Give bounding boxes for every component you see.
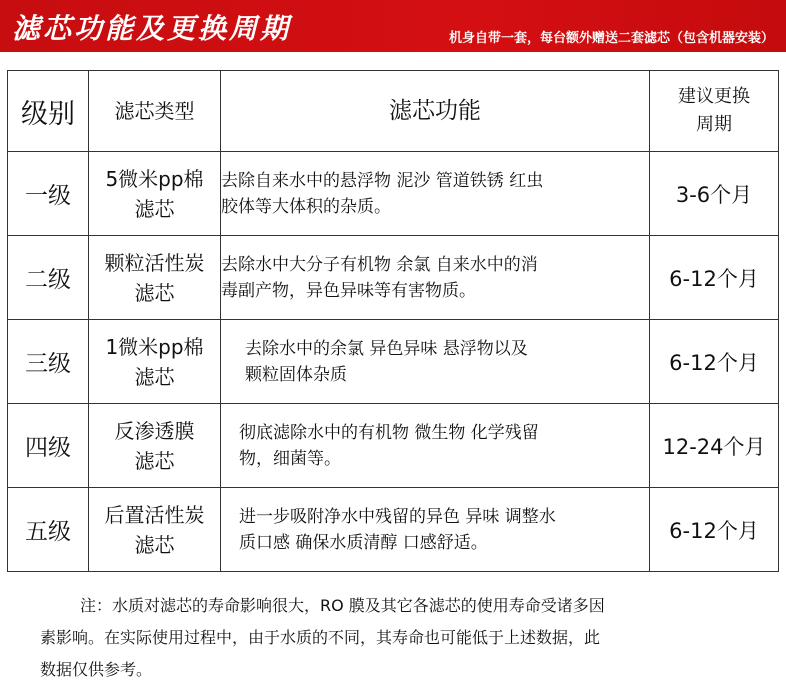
row-function-line2: 物，细菌等。	[239, 448, 341, 469]
row-period: 3-6个月	[650, 152, 779, 236]
header-period-line1: 建议更换	[678, 86, 750, 107]
banner-title: 滤芯功能及更换周期	[12, 12, 292, 45]
row-period: 6-12个月	[650, 320, 779, 404]
row-function	[221, 488, 650, 572]
row-function-line1: 去除自来水中的悬浮物 泥沙 管道铁锈 红虫	[221, 170, 544, 191]
row-type-line1: 1微米pp棉	[105, 334, 204, 359]
row-type-line1: 反渗透膜	[114, 418, 195, 443]
table-row	[8, 236, 779, 320]
row-type-line2: 滤芯	[134, 280, 175, 305]
row-level: 二级	[8, 236, 89, 320]
header-level: 级别	[8, 71, 89, 152]
row-type-line1: 5微米pp棉	[105, 166, 204, 191]
header-period	[650, 71, 779, 152]
header-type: 滤芯类型	[89, 71, 221, 152]
row-function	[221, 152, 650, 236]
row-type	[89, 488, 221, 572]
footnote	[40, 590, 760, 686]
row-type-line1: 后置活性炭	[104, 502, 205, 527]
header-period-line2: 周期	[696, 114, 732, 135]
table-row	[8, 320, 779, 404]
table-row	[8, 404, 779, 488]
row-function-line1: 彻底滤除水中的有机物 微生物 化学残留	[239, 422, 539, 443]
row-level: 一级	[8, 152, 89, 236]
row-level: 五级	[8, 488, 89, 572]
footnote-line1: 注：水质对滤芯的寿命影响很大，RO 膜及其它各滤芯的使用寿命受诸多因	[80, 596, 605, 615]
banner-note: 机身自带一套，每台额外赠送二套滤芯（包含机器安装）	[448, 31, 774, 46]
row-function	[221, 404, 650, 488]
row-period: 6-12个月	[650, 236, 779, 320]
row-type	[89, 152, 221, 236]
row-function-line1: 去除水中的余氯 异色异味 悬浮物以及	[245, 338, 528, 359]
row-function	[221, 320, 650, 404]
row-function-line1: 去除水中大分子有机物 余氯 自来水中的消	[221, 254, 538, 275]
row-type	[89, 236, 221, 320]
header-function: 滤芯功能	[221, 71, 650, 152]
table-row	[8, 152, 779, 236]
row-level: 三级	[8, 320, 89, 404]
row-type-line1: 颗粒活性炭	[104, 250, 205, 275]
row-level: 四级	[8, 404, 89, 488]
table-header-row	[8, 71, 779, 152]
filter-spec-table	[7, 70, 779, 572]
row-function-line2: 颗粒固体杂质	[245, 364, 347, 385]
row-function-line1: 进一步吸附净水中残留的异色 异味 调整水	[239, 506, 556, 527]
row-function	[221, 236, 650, 320]
row-type-line2: 滤芯	[134, 532, 175, 557]
row-period: 6-12个月	[650, 488, 779, 572]
table-row	[8, 488, 779, 572]
row-function-line2: 质口感 确保水质清醇 口感舒适。	[239, 532, 488, 553]
row-function-line2: 胶体等大体积的杂质。	[221, 196, 391, 217]
row-type	[89, 404, 221, 488]
row-type-line2: 滤芯	[134, 196, 175, 221]
row-type-line2: 滤芯	[134, 364, 175, 389]
footnote-line2: 素影响。在实际使用过程中，由于水质的不同，其寿命也可能低于上述数据，此	[40, 628, 601, 647]
row-type-line2: 滤芯	[134, 448, 175, 473]
row-type	[89, 320, 221, 404]
header-banner	[0, 0, 786, 52]
row-period: 12-24个月	[650, 404, 779, 488]
row-function-line2: 毒副产物，异色异味等有害物质。	[221, 280, 476, 301]
footnote-line3: 数据仅供参考。	[40, 660, 153, 679]
